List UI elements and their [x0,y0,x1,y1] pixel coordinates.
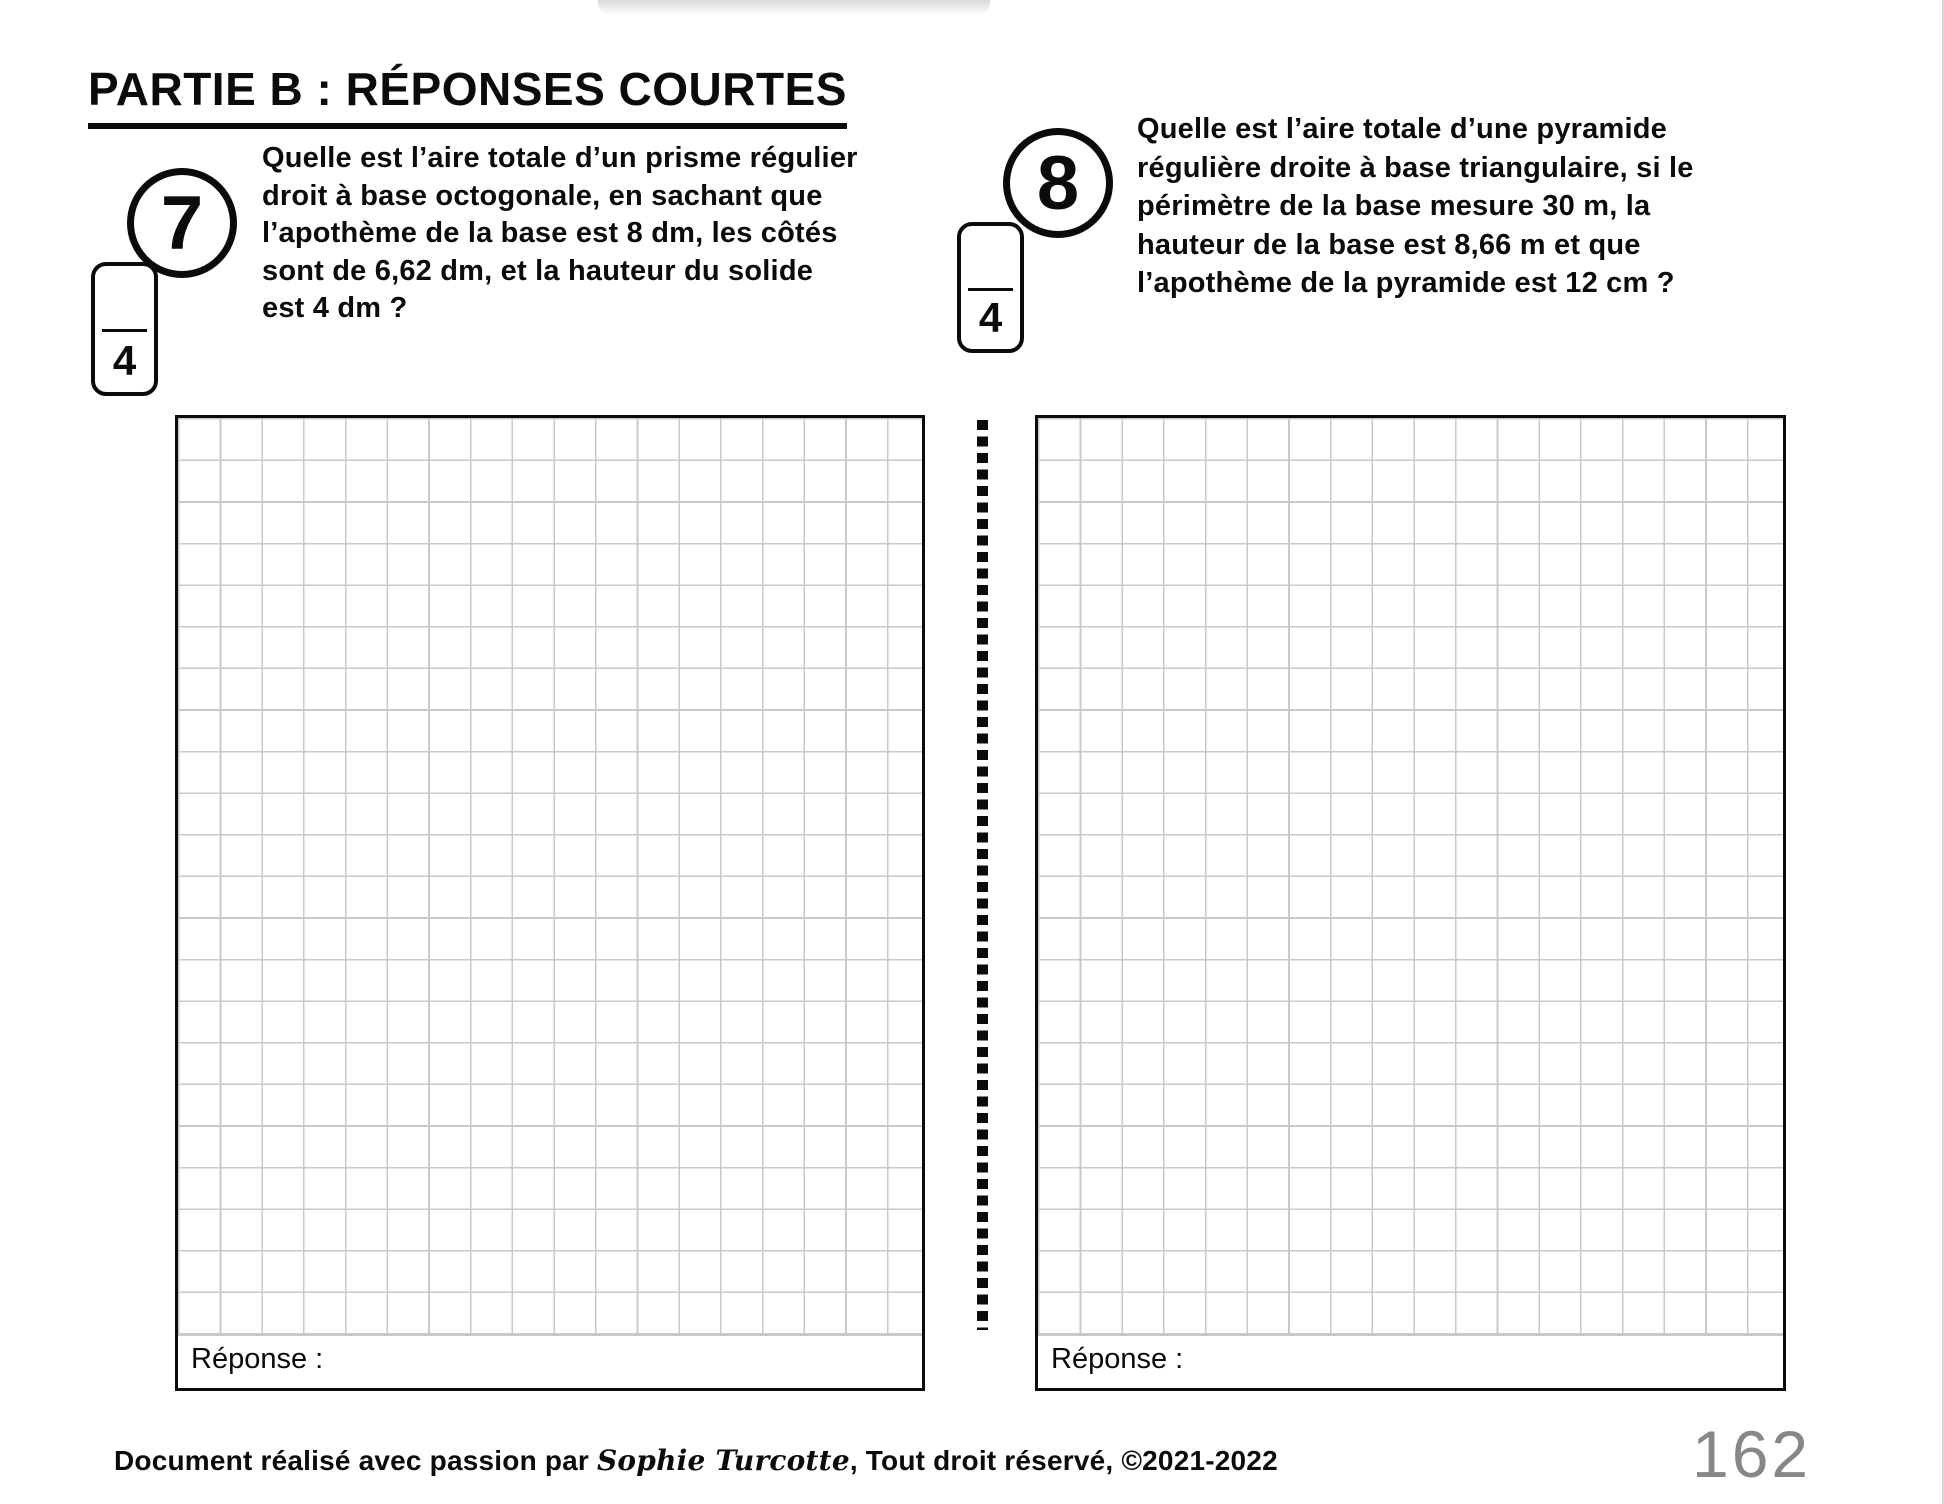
question-8-text-line: régulière droite à base triangulaire, si le [1137,151,1694,184]
question-7-text-line: l’apothème de la base est 8 dm, les côtés [262,217,838,249]
question-7-text-line: droit à base octogonale, en sachant que [262,179,823,212]
question-8-text-line: l’apothème de la pyramide est 12 cm ? [1137,267,1675,299]
question-8-text-line: périmètre de la base mesure 30 m, la [1137,190,1651,222]
question-8-points-box [957,222,1024,353]
question-7-text [262,140,858,328]
question-7-points-total: 4 [112,336,137,384]
question-7-answer-grid [178,418,922,1336]
question-7-answer-label: Réponse : [191,1343,324,1375]
question-8-text-line: hauteur de la base est 8,66 m et que [1137,228,1641,261]
question-7-answer-box [175,415,925,1391]
page-title: PARTIE B : RÉPONSES COURTES [88,62,847,129]
question-8-text-line: Quelle est l’aire totale d’une pyramide [1137,113,1667,145]
question-7-text-line: Quelle est l’aire totale d’un prisme régulier [262,142,858,174]
scan-shadow-artifact [598,0,990,15]
question-8-answer-label: Réponse : [1051,1343,1184,1375]
footer-credit-author: Sophie Turcotte [597,1444,850,1477]
question-8-answer-box [1035,415,1786,1391]
question-8-text [1137,110,1694,303]
question-7-text-line: sont de 6,62 dm, et la hauteur du solide [262,254,814,287]
page-number: 162 [1692,1417,1812,1491]
question-7-points-box [91,262,158,396]
dotted-divider-line [977,420,988,1330]
footer-credit-prefix: Document réalisé avec passion par [114,1445,598,1476]
question-8-points-total: 4 [978,294,1003,342]
footer-credit [114,1444,1278,1477]
question-8-number: 8 [1036,140,1080,226]
question-7-number: 7 [160,180,204,266]
footer-credit-suffix: , Tout droit réservé, ©2021-2022 [849,1445,1278,1476]
question-8-number-circle [1003,128,1113,238]
question-7-text-line: est 4 dm ? [262,292,408,324]
question-8-answer-grid [1038,418,1783,1336]
